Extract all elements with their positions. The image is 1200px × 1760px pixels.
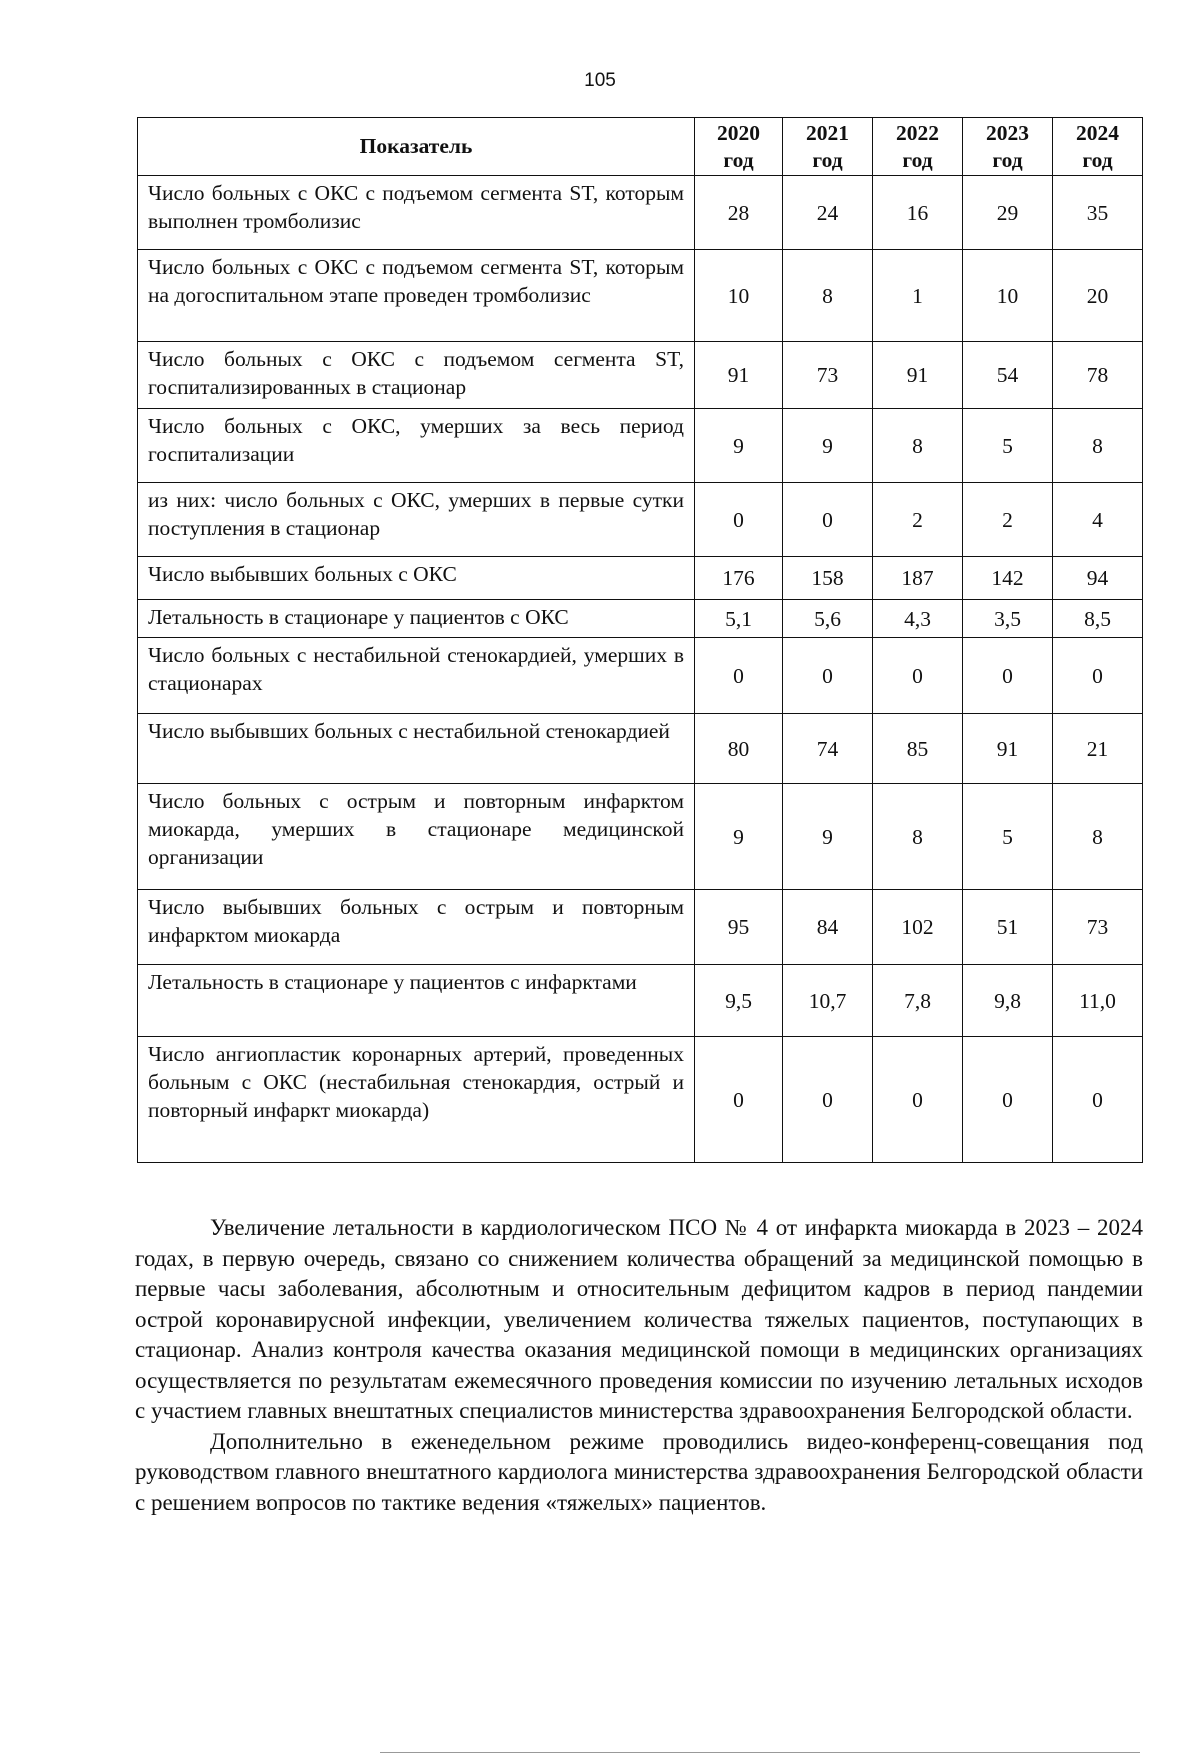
table-row — [138, 250, 1143, 342]
header-year-2022: 2022 год — [873, 118, 963, 176]
indicators-table — [137, 117, 1143, 1163]
cell-value: 0 — [695, 1037, 783, 1163]
cell-value: 7,8 — [873, 965, 963, 1037]
header-year-2021: 2021 год — [783, 118, 873, 176]
table-header-row — [138, 118, 1143, 176]
row-label: Число больных с острым и повторным инфарктом миокарда, умерших в стационаре медицинской организации — [138, 784, 695, 890]
cell-value: 9,5 — [695, 965, 783, 1037]
cell-value: 9 — [783, 784, 873, 890]
page-number: 105 — [584, 70, 616, 91]
cell-value: 51 — [963, 890, 1053, 965]
body-text — [135, 1213, 1143, 1518]
cell-value: 0 — [783, 638, 873, 714]
row-label: Число ангиопластик коронарных артерий, проведенных больным с ОКС (нестабильная стенокардия, острый и повторный инфаркт миокарда) — [138, 1037, 695, 1163]
header-year-2020: 2020 год — [695, 118, 783, 176]
cell-value: 9 — [695, 784, 783, 890]
cell-value: 9 — [783, 409, 873, 483]
table-row — [138, 784, 1143, 890]
cell-value: 8 — [783, 250, 873, 342]
cell-value: 1 — [873, 250, 963, 342]
row-label: Число выбывших больных с острым и повторным инфарктом миокарда — [138, 890, 695, 965]
cell-value: 4,3 — [873, 600, 963, 638]
cell-value: 0 — [963, 1037, 1053, 1163]
cell-value: 0 — [873, 638, 963, 714]
row-label: Число больных с ОКС с подъемом сегмента ST, которым на догоспитальном этапе проведен тромболизис — [138, 250, 695, 342]
cell-value: 94 — [1053, 557, 1143, 600]
cell-value: 54 — [963, 342, 1053, 409]
table-row — [138, 890, 1143, 965]
cell-value: 9,8 — [963, 965, 1053, 1037]
row-label: Число выбывших больных с нестабильной стенокардией — [138, 714, 695, 784]
cell-value: 80 — [695, 714, 783, 784]
cell-value: 91 — [963, 714, 1053, 784]
cell-value: 0 — [1053, 638, 1143, 714]
cell-value: 73 — [783, 342, 873, 409]
cell-value: 0 — [695, 638, 783, 714]
cell-value: 5 — [963, 784, 1053, 890]
cell-value: 187 — [873, 557, 963, 600]
cell-value: 28 — [695, 176, 783, 250]
table-row — [138, 965, 1143, 1037]
header-indicator: Показатель — [138, 118, 695, 176]
bottom-divider — [380, 1752, 1140, 1753]
cell-value: 10 — [963, 250, 1053, 342]
cell-value: 85 — [873, 714, 963, 784]
table-row — [138, 557, 1143, 600]
row-label: Число больных с ОКС с подъемом сегмента ST, госпитализированных в стационар — [138, 342, 695, 409]
cell-value: 10,7 — [783, 965, 873, 1037]
cell-value: 5 — [963, 409, 1053, 483]
cell-value: 0 — [695, 483, 783, 557]
cell-value: 0 — [1053, 1037, 1143, 1163]
cell-value: 24 — [783, 176, 873, 250]
row-label: Число больных с ОКС, умерших за весь период госпитализации — [138, 409, 695, 483]
cell-value: 8,5 — [1053, 600, 1143, 638]
table-row — [138, 714, 1143, 784]
cell-value: 11,0 — [1053, 965, 1143, 1037]
cell-value: 0 — [873, 1037, 963, 1163]
table-row — [138, 409, 1143, 483]
cell-value: 73 — [1053, 890, 1143, 965]
cell-value: 21 — [1053, 714, 1143, 784]
paragraph-videoconference: Дополнительно в еженедельном режиме проводились видео-конференц-совещания под руководством главного внештатного кардиолога министерства здравоохранения Белгородской области с решением вопросов по тактике ведения «тяжелых» пациентов. — [135, 1428, 1143, 1515]
cell-value: 8 — [873, 784, 963, 890]
cell-value: 35 — [1053, 176, 1143, 250]
cell-value: 10 — [695, 250, 783, 342]
cell-value: 0 — [963, 638, 1053, 714]
cell-value: 8 — [1053, 409, 1143, 483]
cell-value: 8 — [1053, 784, 1143, 890]
cell-value: 2 — [873, 483, 963, 557]
cell-value: 142 — [963, 557, 1053, 600]
table-row — [138, 176, 1143, 250]
table-row — [138, 483, 1143, 557]
paragraph-lethality: Увеличение летальности в кардиологическом ПСО № 4 от инфаркта миокарда в 2023 – 2024 годах, в первую очередь, связано со снижением количества обращений за медицинской помощью в первые часы заболевания, абсолютным и относительным дефицитом кадров в период пандемии острой коронавирусной инфекции, увеличением количества тяжелых пациентов, поступающих в стационар. Анализ контроля качества оказания медицинской помощи в медицинских организациях осуществляется по результатам ежемесячного проведения комиссии по изучению летальных исходов с участием главных внештатных специалистов министерства здравоохранения Белгородской области. — [135, 1215, 1143, 1423]
cell-value: 20 — [1053, 250, 1143, 342]
header-year-2023: 2023 год — [963, 118, 1053, 176]
cell-value: 176 — [695, 557, 783, 600]
table-row — [138, 638, 1143, 714]
cell-value: 102 — [873, 890, 963, 965]
cell-value: 158 — [783, 557, 873, 600]
cell-value: 74 — [783, 714, 873, 784]
cell-value: 4 — [1053, 483, 1143, 557]
cell-value: 16 — [873, 176, 963, 250]
cell-value: 29 — [963, 176, 1053, 250]
header-year-2024: 2024 год — [1053, 118, 1143, 176]
cell-value: 91 — [873, 342, 963, 409]
table-row — [138, 1037, 1143, 1163]
cell-value: 91 — [695, 342, 783, 409]
cell-value: 2 — [963, 483, 1053, 557]
cell-value: 5,6 — [783, 600, 873, 638]
cell-value: 8 — [873, 409, 963, 483]
row-label: из них: число больных с ОКС, умерших в первые сутки поступления в стационар — [138, 483, 695, 557]
row-label: Число больных с нестабильной стенокардией, умерших в стационарах — [138, 638, 695, 714]
cell-value: 0 — [783, 483, 873, 557]
table-row — [138, 600, 1143, 638]
row-label: Летальность в стационаре у пациентов с ОКС — [138, 600, 695, 638]
cell-value: 78 — [1053, 342, 1143, 409]
cell-value: 0 — [783, 1037, 873, 1163]
row-label: Число больных с ОКС с подъемом сегмента ST, которым выполнен тромболизис — [138, 176, 695, 250]
table-row — [138, 342, 1143, 409]
cell-value: 3,5 — [963, 600, 1053, 638]
row-label: Число выбывших больных с ОКС — [138, 557, 695, 600]
cell-value: 5,1 — [695, 600, 783, 638]
cell-value: 84 — [783, 890, 873, 965]
cell-value: 9 — [695, 409, 783, 483]
cell-value: 95 — [695, 890, 783, 965]
row-label: Летальность в стационаре у пациентов с инфарктами — [138, 965, 695, 1037]
